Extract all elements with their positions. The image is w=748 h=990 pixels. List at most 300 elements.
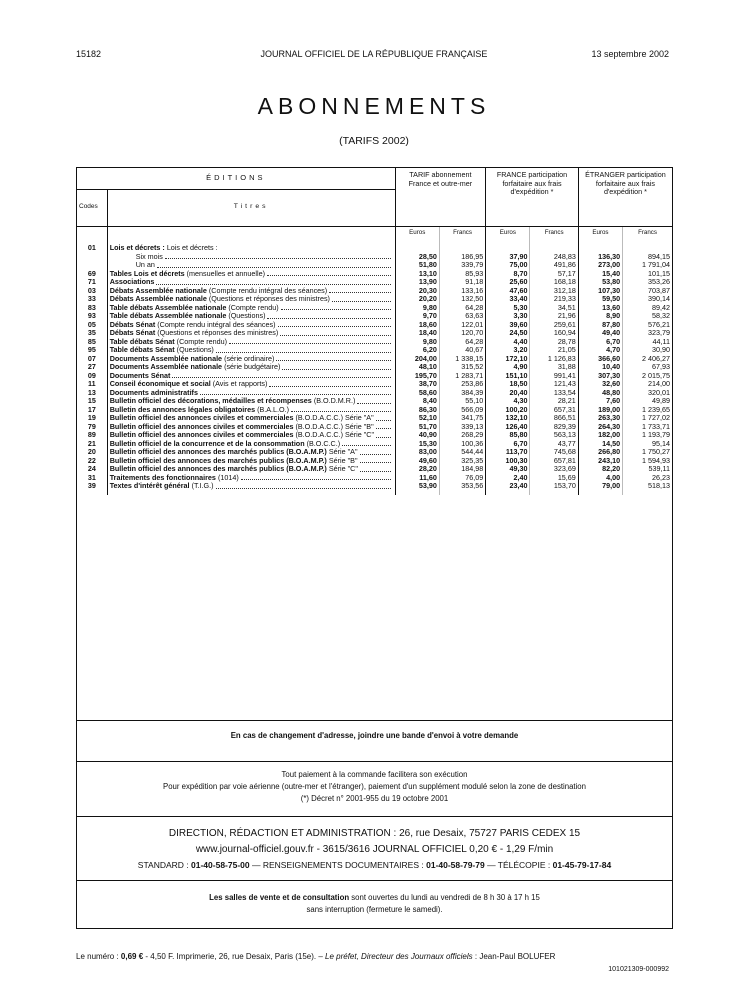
row-code: 03 [87,285,96,295]
francs-value: 214,00 [623,380,672,389]
row-code: 39 [87,481,96,490]
euros-value: 4,70 [578,346,622,355]
row-title-rest: (T.I.G.) [191,481,214,490]
row-code: 31 [87,472,96,482]
row-title-rest: Lois et décrets : [166,243,218,252]
francs-value: 186,95 [439,253,485,262]
euros-value: 48,80 [578,389,622,398]
francs-value: 101,15 [623,270,672,279]
francs-value: 1 193,79 [623,431,672,440]
euros-value: 24,50 [486,329,530,338]
row-code: 17 [87,404,96,414]
row-title: Six mois [107,253,395,262]
editions-header: ÉDITIONS [206,173,266,182]
euros-value: 307,30 [578,372,622,381]
francs-value: 160,94 [530,329,578,338]
euros-value: 58,60 [395,389,439,398]
francs-col: Francs [439,226,485,240]
row-title-rest: (Compte rendu intégral des séances) [208,285,328,295]
row-title-rest: (série ordinaire) [224,353,275,363]
euros-value: 4,00 [578,474,622,483]
euros-value: 51,70 [395,423,439,432]
direction-line-2: www.journal-officiel.gouv.fr - 3615/3616 JOURNAL OFFICIEL 0,20 € - 1,29 F/min [195,844,554,855]
francs-value: 95,14 [623,440,672,449]
row-code: 93 [87,311,96,320]
footer-ref: 101021309-000992 [608,966,669,973]
euros-value: 273,00 [578,261,622,270]
row-code: 20 [87,447,96,456]
euros-value: 86,30 [395,406,439,415]
euros-value: 204,00 [395,355,439,364]
titres-header: Titres [107,189,395,226]
row-title-bold: Bulletin officiel des annonces civiles et commerciales [109,430,294,439]
francs-value: 168,18 [530,278,578,287]
row-title-bold: Débats Assemblée nationale [109,294,207,303]
telecopie-label: — TÉLÉCOPIE : [484,860,553,870]
euros-value: 13,90 [395,278,439,287]
euros-value: 113,70 [486,448,530,457]
francs-value: 184,98 [439,465,485,474]
row-title-bold: Bulletin officiel des annonces des marchés publics (B.O.A.M.P.) [109,447,327,456]
page-title: ABONNEMENTS [257,93,491,119]
salles-bold: Les salles de vente et de consultation [209,893,350,902]
euros-value: 52,10 [395,414,439,423]
euros-value: 85,80 [486,431,530,440]
francs-value: 122,01 [439,321,485,330]
standard-label: STANDARD : [137,860,192,870]
euros-value: 2,40 [486,474,530,483]
row-title-rest: (Compte rendu) [176,336,228,346]
euros-value: 23,40 [486,482,530,491]
euros-value: 20,20 [395,295,439,304]
row-title-rest: (Compte rendu intégral des séances) [157,319,276,329]
euros-value: 9,80 [395,304,439,313]
euros-value: 3,30 [486,312,530,321]
euros-value: 4,40 [486,338,530,347]
francs-value: 40,67 [439,346,485,355]
euros-value: 49,40 [578,329,622,338]
col-tarif-header: TARIF abonnement France et outre-mer [395,168,486,226]
euros-value: 53,80 [578,278,622,287]
francs-value: 320,01 [623,389,672,398]
euros-value: 366,60 [578,355,622,364]
euros-value: 8,40 [395,397,439,406]
francs-value: 89,42 [623,304,672,313]
salles-line-2: sans interruption (fermeture le samedi). [306,905,443,914]
row-title-bold: Documents Assemblée nationale [109,362,223,371]
francs-value: 34,51 [530,304,578,313]
row-title-bold: Bulletin officiel de la concurrence et de la consommation [109,438,305,448]
euros-value: 100,30 [486,457,530,466]
footer-prefix: Le numéro : [76,952,121,961]
row-code: 01 [87,243,96,252]
euros-value: 11,60 [395,474,439,483]
row-code [77,253,107,262]
euros-value: 15,40 [578,270,622,279]
standard-phone: 01-40-58-75-00 [191,860,250,870]
francs-value: 30,90 [623,346,672,355]
row-title-bold: Table débats Sénat [109,345,175,354]
row-title-bold: Documents Assemblée nationale [109,353,223,363]
journal-name: JOURNAL OFFICIEL DE LA RÉPUBLIQUE FRANÇAISE [260,49,488,59]
payment-line-3: (*) Décret n° 2001-955 du 19 octobre 2001 [300,794,449,803]
francs-value: 491,86 [530,261,578,270]
euros-value: 18,50 [486,380,530,389]
payment-line-2: Pour expédition par voie aérienne (outre-mer et l'étranger), paiement d'un supplément modulé selon la zone de destination [163,782,586,791]
francs-value: 657,31 [530,406,578,415]
euros-value: 126,40 [486,423,530,432]
francs-value: 894,15 [623,253,672,262]
euros-value: 59,50 [578,295,622,304]
francs-value: 219,33 [530,295,578,304]
francs-value: 67,93 [623,363,672,372]
row-title-rest: (1014) [217,472,239,482]
francs-value: 28,21 [530,397,578,406]
francs-value: 991,41 [530,372,578,381]
row-code: 83 [87,302,96,312]
row-title-bold: Lois et décrets : [109,243,165,252]
row-title: Un an [107,261,395,270]
euros-value: 189,00 [578,406,622,415]
euros-value: 20,30 [395,287,439,296]
euros-value: 4,30 [486,397,530,406]
euros-value: 100,20 [486,406,530,415]
euros-value: 8,70 [486,270,530,279]
euros-value: 107,30 [578,287,622,296]
euros-value: 6,20 [395,346,439,355]
francs-value: 268,29 [439,431,485,440]
row-code: 71 [87,277,96,286]
francs-value: 566,09 [439,406,485,415]
row-title-bold: Tables Lois et décrets [109,268,185,278]
francs-value: 325,35 [439,457,485,466]
francs-value: 339,79 [439,261,485,270]
francs-value: 55,10 [439,397,485,406]
row-title-rest: (série budgétaire) [224,362,281,371]
renseignements-phone: 01-40-58-79-79 [426,860,485,870]
francs-value: 829,39 [530,423,578,432]
row-title-bold: Débats Sénat [109,328,156,337]
francs-value: 1 727,02 [623,414,672,423]
tarif-table-box [76,167,673,721]
francs-value: 312,18 [530,287,578,296]
row-code: 33 [87,294,96,303]
euros-value: 39,60 [486,321,530,330]
euros-value: 20,40 [486,389,530,398]
direction-contacts [77,858,672,872]
footer-prefet: Le préfet, Directeur des Journaux officiels [325,952,473,961]
francs-value: 44,11 [623,338,672,347]
row-title-bold: Bulletin des annonces légales obligatoires [109,404,256,414]
footer-line [76,952,555,961]
euros-value: 48,10 [395,363,439,372]
page-subtitle: (TARIFS 2002) [339,135,409,147]
francs-value: 100,36 [439,440,485,449]
euros-col: Euros [578,226,622,240]
row-title-bold: Associations [109,277,155,286]
codes-header: Codes [77,189,107,226]
table-row [77,253,672,262]
euros-value: 75,00 [486,261,530,270]
euros-value: 38,70 [395,380,439,389]
euros-value: 25,60 [486,278,530,287]
row-title-bold: Bulletin officiel des annonces civiles et commerciales [109,421,294,431]
row-title-rest: Série "B" [328,455,358,465]
direction-box [76,816,673,881]
euros-value: 15,30 [395,440,439,449]
francs-value: 2 015,75 [623,372,672,381]
euros-value: 263,30 [578,414,622,423]
euros-value: 32,60 [578,380,622,389]
francs-value: 1 791,04 [623,261,672,270]
francs-value: 31,88 [530,363,578,372]
row-title-bold: Bulletin officiel des annonces des marchés publics (B.O.A.M.P.) [109,464,327,473]
francs-value: 563,13 [530,431,578,440]
francs-value: 703,87 [623,287,672,296]
payment-box [76,761,673,817]
francs-value: 745,68 [530,448,578,457]
address-notice-box [76,719,673,762]
francs-value: 518,13 [623,482,672,491]
row-code: 19 [87,413,96,422]
row-title-bold: Table débats Assemblée nationale [109,302,227,312]
francs-value: 1 283,71 [439,372,485,381]
francs-value: 576,21 [623,321,672,330]
row-code: 79 [87,421,96,431]
row-title-bold: Débats Assemblée nationale [109,285,207,295]
renseignements-label: — RENSEIGNEMENTS DOCUMENTAIRES : [249,860,427,870]
francs-value: 153,70 [530,482,578,491]
col-etranger-header: ÉTRANGER participation forfaitaire aux frais d'expédition * [578,168,672,226]
francs-value: 253,86 [439,380,485,389]
francs-value: 49,89 [623,397,672,406]
row-title [107,482,395,491]
francs-value: 85,93 [439,270,485,279]
francs-value: 2 406,27 [623,355,672,364]
row-title-bold: Documents Sénat [109,370,171,380]
euros-value: 5,30 [486,304,530,313]
row-code: 11 [88,379,96,388]
row-title-rest: (mensuelles et annuelle) [186,268,265,278]
euros-value: 18,40 [395,329,439,338]
row-title-rest: (B.A.L.O.) [257,404,290,414]
row-code: 05 [87,319,96,329]
row-title-rest: (Questions) [176,345,214,354]
row-title-rest: (B.O.D.M.R.) [313,396,356,405]
francs-value: 539,11 [623,465,672,474]
euros-value: 49,60 [395,457,439,466]
francs-value: 315,52 [439,363,485,372]
row-title-rest: (Avis et rapports) [212,379,268,388]
salles-line-1 [77,880,672,904]
euros-value: 13,60 [578,304,622,313]
row-code: 27 [87,362,96,371]
francs-value: 248,83 [530,253,578,262]
address-notice: En cas de changement d'adresse, joindre une bande d'envoi à votre demande [230,731,519,740]
francs-value: 341,75 [439,414,485,423]
euros-value: 8,90 [578,312,622,321]
direction-line-1: DIRECTION, RÉDACTION ET ADMINISTRATION : 26, rue Desaix, 75727 PARIS CEDEX 15 [168,828,581,839]
row-title-bold: Textes d'intérêt général [109,481,190,490]
footer-end: : Jean-Paul BOLUFER [472,952,556,961]
issue-date: 13 septembre 2002 [591,49,669,59]
row-title-rest: (B.O.D.A.C.C.) Série "A" [295,413,374,422]
row-title-bold: Bulletin officiel des annonces des marchés publics (B.O.A.M.P.) [109,455,327,465]
francs-value: 866,51 [530,414,578,423]
row-code: 15 [87,396,96,405]
euros-value: 47,60 [486,287,530,296]
francs-value: 323,79 [623,329,672,338]
euros-value: 82,20 [578,465,622,474]
euros-value: 6,70 [486,440,530,449]
francs-value: 1 594,93 [623,457,672,466]
euros-value: 4,90 [486,363,530,372]
francs-value: 353,26 [623,278,672,287]
row-code: 21 [87,438,96,448]
euros-value: 51,80 [395,261,439,270]
euros-value: 18,60 [395,321,439,330]
euros-value: 28,50 [395,253,439,262]
row-title-bold: Débats Sénat [109,319,156,329]
row-code: 22 [87,455,96,465]
tarif-table [77,168,672,495]
row-code: 85 [87,336,96,346]
euros-value: 40,90 [395,431,439,440]
francs-value: 15,69 [530,474,578,483]
francs-value: 259,61 [530,321,578,330]
francs-value: 43,77 [530,440,578,449]
euros-value: 3,20 [486,346,530,355]
row-title-rest: (B.O.C.C.) [306,438,341,448]
row-title-bold: Traitements des fonctionnaires [109,472,216,482]
row-title-bold: Documents administratifs [109,387,198,397]
francs-value: 91,18 [439,278,485,287]
francs-value: 1 750,27 [623,448,672,457]
row-code: 13 [87,387,96,397]
table-row [77,270,672,279]
euros-value: 9,70 [395,312,439,321]
francs-value: 1 338,15 [439,355,485,364]
euros-col: Euros [395,226,439,240]
euros-value: 37,90 [486,253,530,262]
row-title-rest: (B.O.D.A.C.C.) Série "C" [295,430,375,439]
row-title-rest: (Questions et réponses des ministres) [157,328,279,337]
francs-value: 133,16 [439,287,485,296]
footer-price: 0,69 € [120,952,144,961]
francs-value: 544,44 [439,448,485,457]
francs-value: 133,54 [530,389,578,398]
euros-value: 172,10 [486,355,530,364]
euros-value: 266,80 [578,448,622,457]
telecopie-phone: 01-45-79-17-84 [552,860,612,870]
francs-value: 132,50 [439,295,485,304]
euros-value: 9,80 [395,338,439,347]
euros-value: 79,00 [578,482,622,491]
euros-value: 264,30 [578,423,622,432]
row-code: 35 [87,328,96,337]
francs-value: 384,39 [439,389,485,398]
euros-value: 7,60 [578,397,622,406]
row-title-rest: (Questions et réponses des ministres) [208,294,330,303]
row-title-bold: Bulletin officiel des annonces civiles et commerciales [109,413,294,422]
francs-value: 120,70 [439,329,485,338]
francs-value: 1 126,83 [530,355,578,364]
row-title-rest: (B.O.D.A.C.C.) Série "B" [295,421,374,431]
row-title-bold: Bulletin officiel des décorations, médailles et récompenses [109,396,312,405]
francs-value: 1 733,71 [623,423,672,432]
euros-col: Euros [486,226,530,240]
col-france-header: FRANCE participation forfaitaire aux frais d'expédition * [486,168,579,226]
francs-value: 121,43 [530,380,578,389]
euros-value: 14,50 [578,440,622,449]
francs-value: 64,28 [439,304,485,313]
francs-value: 64,28 [439,338,485,347]
euros-value: 33,40 [486,295,530,304]
francs-value: 323,69 [530,465,578,474]
euros-value: 182,00 [578,431,622,440]
euros-value: 6,70 [578,338,622,347]
salles-box [76,880,673,929]
euros-value: 136,30 [578,253,622,262]
row-title-rest: (Questions) [228,311,266,320]
euros-value: 151,10 [486,372,530,381]
row-title-rest: (Compte rendu) [228,302,279,312]
row-title-bold: Table débats Assemblée nationale [109,311,227,320]
row-code: 07 [87,353,96,363]
euros-value: 53,90 [395,482,439,491]
euros-value: 195,70 [395,372,439,381]
francs-col: Francs [530,226,578,240]
francs-value: 76,09 [439,474,485,483]
footer-mid: - 4,50 F. Imprimerie, 26, rue Desaix, Paris (15e). – [143,952,326,961]
francs-value: 21,96 [530,312,578,321]
salles-rest: sont ouvertes du lundi au vendredi de 8 h 30 à 17 h 15 [349,893,540,902]
row-code: 95 [87,345,96,354]
page-number: 15182 [76,49,102,59]
euros-value: 87,80 [578,321,622,330]
francs-col: Francs [623,226,672,240]
row-title-rest: Série "C" [328,464,358,473]
row-title-bold: Table débats Sénat [109,336,175,346]
francs-value: 1 239,65 [623,406,672,415]
euros-value: 132,10 [486,414,530,423]
row-code: 89 [87,430,96,439]
francs-value: 390,14 [623,295,672,304]
francs-value: 58,32 [623,312,672,321]
euros-value: 28,20 [395,465,439,474]
euros-value: 49,30 [486,465,530,474]
row-code: 09 [87,370,96,380]
francs-value: 57,17 [530,270,578,279]
table-row [77,482,672,491]
francs-value: 26,23 [623,474,672,483]
row-title-bold: Conseil économique et social [109,379,211,388]
francs-value: 353,56 [439,482,485,491]
euros-value: 83,00 [395,448,439,457]
row-code: 24 [87,464,96,473]
euros-value: 243,10 [578,457,622,466]
francs-value: 657,81 [530,457,578,466]
francs-value: 21,05 [530,346,578,355]
francs-value: 63,63 [439,312,485,321]
euros-value: 13,10 [395,270,439,279]
euros-value: 10,40 [578,363,622,372]
table-row [77,244,672,253]
row-code: 69 [87,268,96,278]
payment-line-1: Tout paiement à la commande facilitera son exécution [281,770,468,779]
francs-value: 28,78 [530,338,578,347]
francs-value: 339,13 [439,423,485,432]
